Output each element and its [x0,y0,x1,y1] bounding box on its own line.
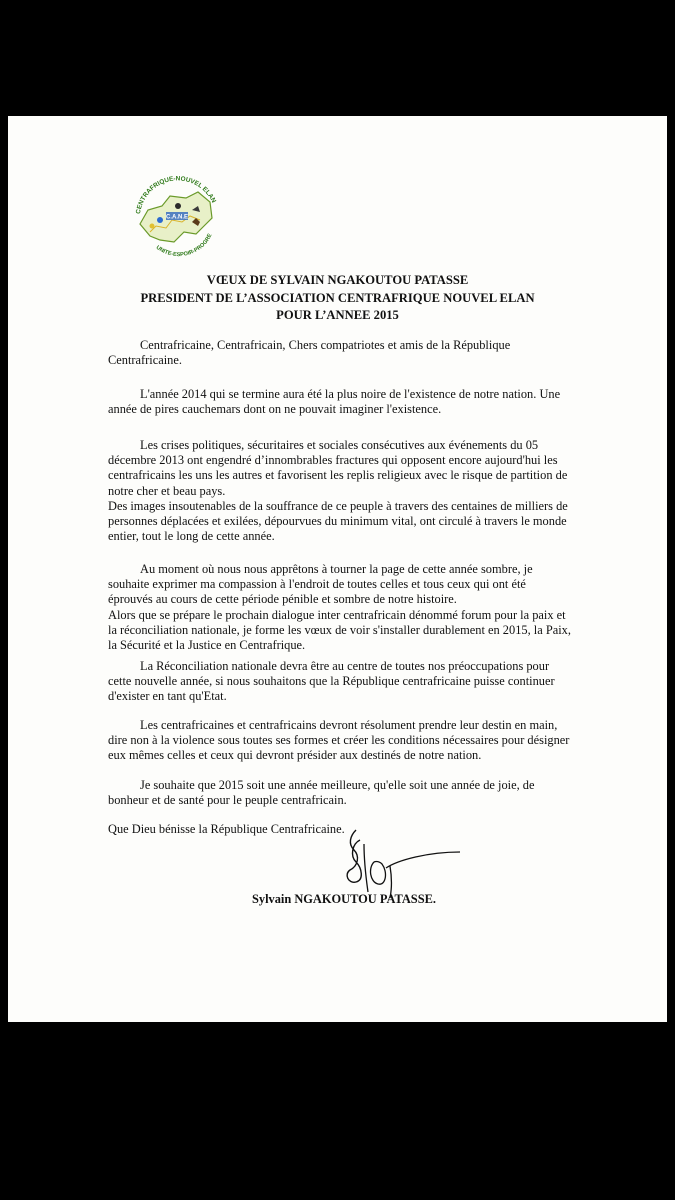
document-title [8,272,667,325]
signature-name: Sylvain NGAKOUTOU PATASSE. [252,892,436,906]
paragraph-destiny: Les centrafricaines et centrafricains devront résolument prendre leur destin en main, dire non à la violence sous toutes ses formes et créer les conditions nécessaires pour désigner eux mêmes celles et ceux qui devront présider aux destinés de notre nation. [108,718,570,763]
paragraph-2014: L'année 2014 qui se termine aura été la plus noire de l'existence de notre nation. Une année de pires cauchemars dont on ne pouvait imaginer l'existence. [108,387,561,417]
paragraph-wishes: Je souhaite que 2015 soit une année meilleure, qu'elle soit une année de joie, de bonheur et de santé pour le peuple centrafricain. [108,778,535,808]
logo-center-text: C.A.N.E [165,214,189,221]
paragraph-blessing: Que Dieu bénisse la République Centrafricaine. [108,822,345,836]
paragraph-dialogue: Alors que se prépare le prochain dialogue inter centrafricain dénommé forum pour la paix et la réconciliation nationale, je forme les vœux de voir s'installer durablement en 2015, la Paix, la Sécurité et la Justice en Centrafrique. [108,608,571,653]
paragraph-compassion: Au moment où nous nous apprêtons à tourner la page de cette année sombre, je souhaite exprimer ma compassion à l'endroit de toutes celles et tous ceux qui ont été éprouvés au cours de cette période pénible et sombre de notre histoire. [108,562,533,607]
title-line: PRESIDENT DE L’ASSOCIATION CENTRAFRIQUE NOUVEL ELAN [140,290,535,305]
logo-top-text: CENTRAFRIQUE-NOUVEL ELAN [135,175,218,215]
paragraph-crises: Les crises politiques, sécuritaires et sociales consécutives aux événements du 05 décembre 2013 ont engendré d’innombrables fractures qui opposent encore aujourd'hui les centrafricains les uns les autres et favorisent les replis religieux avec le risque de partition de notre cher et beau pays. [108,438,568,498]
paragraph-reconciliation: La Réconciliation nationale devra être au centre de toutes nos préoccupations pour cette nouvelle année, si nous souhaitons que la République centrafricaine puisse continuer d'exister en tant qu'Etat. [108,659,555,704]
handwritten-signature [338,822,468,902]
logo-bottom-text: UNITE-ESPOIR-PROGRE [154,232,214,259]
association-logo [126,162,226,272]
title-line: POUR L’ANNEE 2015 [276,308,399,322]
paragraph-images: Des images insoutenables de la souffrance de ce peuple à travers des centaines de milliers de personnes déplacées et exilées, dépourvues du minimum vital, ont circulé à travers le monde entier, tout le long de cette année. [108,499,568,544]
paragraph-greeting: Centrafricaine, Centrafricain, Chers compatriotes et amis de la République Centrafricaine. [108,338,511,368]
title-line: VŒUX DE SYLVAIN NGAKOUTOU PATASSE [206,273,469,287]
document-page [8,116,667,1022]
